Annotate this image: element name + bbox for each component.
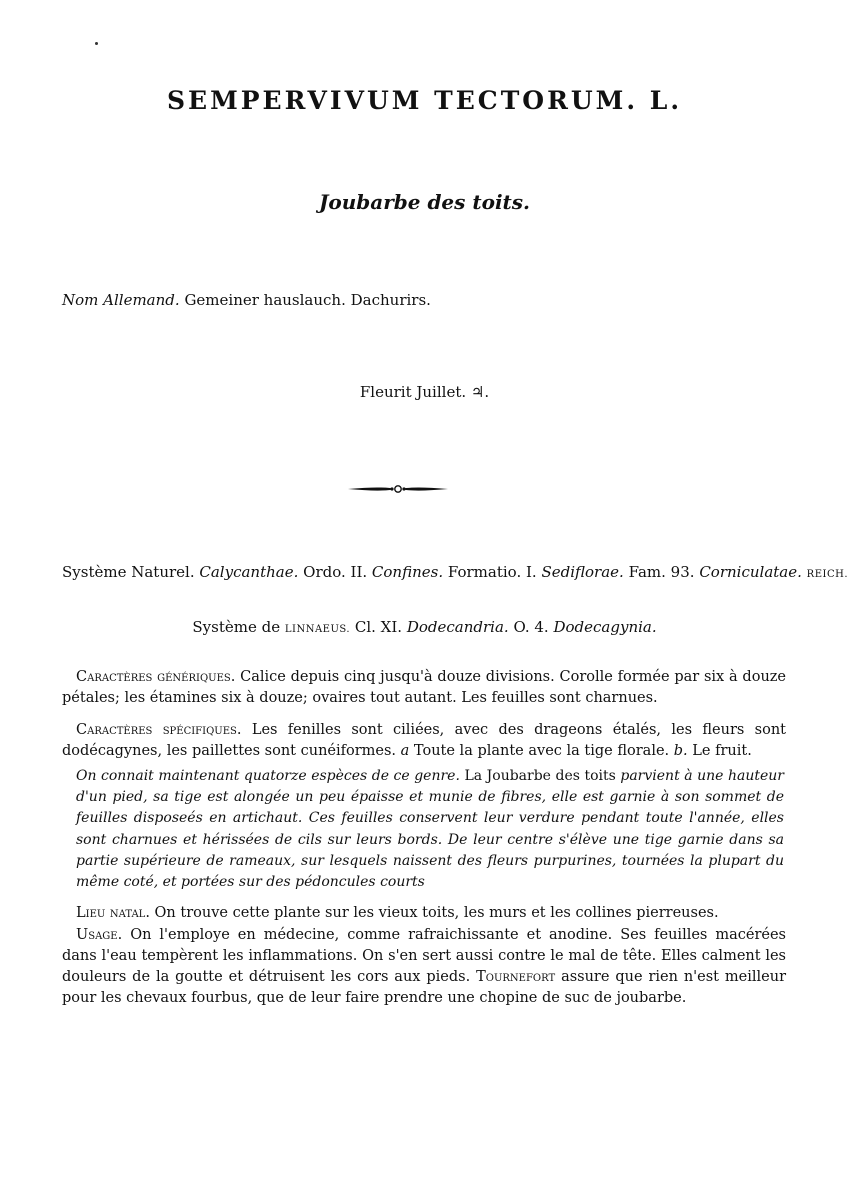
usage-text-2: assure que rien n'est meilleur pour les chevaux fourbus, que de leur faire prendre une chopine de suc de joubarbe. <box>62 969 787 1006</box>
figure-ref-b: b. <box>673 743 688 759</box>
print-speck <box>95 42 98 45</box>
usage-text-1: On l'employe en médecine, comme rafraichissante et anodine. Ses feuilles macérées dans l'eau tempèrent les inflammations. On s'en sert aussi contre le mal de tête. Elles calment les douleurs de la goutte et détruisent les cors aux pieds. <box>62 927 786 985</box>
systeme-naturel-ordo: Ordo. II. <box>303 563 368 581</box>
usage-label: Usage. <box>76 927 123 943</box>
systeme-linnaeus-order-name: Dodecagynia. <box>553 618 657 636</box>
generic-characters-text: Calice depuis cinq jusqu'à douze divisions. Corolle formée par six à douze pétales; les étamines six à douze; ovaires tout autant. Les feuilles sont charnues. <box>62 669 787 706</box>
systeme-linnaeus-class-name: Dodecandria. <box>406 618 509 636</box>
usage-paragraph <box>62 925 786 1009</box>
systeme-naturel-label: Système Naturel. <box>62 563 195 581</box>
specific-characters-paragraph <box>62 720 786 762</box>
species-note-part1: On connait maintenant quatorze espèces de ce genre. <box>76 768 460 784</box>
flowering-time: Fleurit Juillet. ♃. <box>359 383 490 401</box>
specific-characters-text: Les fenilles sont ciliées, avec des drageons étalés, les fleurs sont dodécagynes, les paillettes sont cunéiformes. <box>62 722 787 759</box>
systeme-naturel-formatio: Formatio. I. <box>447 563 537 581</box>
systeme-naturel <box>62 563 848 581</box>
systeme-linnaeus <box>0 618 849 636</box>
usage-author: Tournefort <box>476 969 556 985</box>
native-habitat-paragraph <box>62 903 786 924</box>
german-name-label: Nom Allemand. <box>62 291 180 309</box>
ornamental-rule-icon <box>346 480 450 499</box>
page-title: SEMPERVIVUM TECTORUM. L. <box>166 86 683 115</box>
systeme-linnaeus-order: O. 4. <box>513 618 549 636</box>
systeme-linnaeus-author: LINNAEUS. <box>284 624 351 635</box>
native-habitat-label: Lieu natal. <box>76 905 150 921</box>
figure-ref-b-text: Le fruit. <box>692 743 752 759</box>
german-name <box>62 291 431 309</box>
systeme-naturel-class: Calycanthae. <box>199 563 299 581</box>
native-habitat-text: On trouve cette plante sur les vieux toits, les murs et les collines pierreuses. <box>154 905 719 921</box>
figure-ref-a: a <box>400 743 410 759</box>
species-note-part2: La Joubarbe des toits <box>464 768 616 784</box>
specific-characters-label: Caractères spécifiques. <box>76 722 242 738</box>
systeme-naturel-author: REICH. <box>806 569 849 580</box>
systeme-naturel-fam-name: Corniculatae. <box>699 563 802 581</box>
systeme-naturel-fam: Fam. 93. <box>628 563 695 581</box>
systeme-naturel-formatio-name: Sediflorae. <box>541 563 624 581</box>
systeme-linnaeus-label: Système de <box>192 618 281 636</box>
systeme-naturel-ordo-name: Confines. <box>371 563 444 581</box>
systeme-linnaeus-class: Cl. XI. <box>354 618 403 636</box>
generic-characters-label: Caractères génériques. <box>76 669 236 685</box>
species-note-paragraph <box>76 766 784 893</box>
generic-characters-paragraph <box>62 667 786 709</box>
page-subtitle: Joubarbe des toits. <box>318 190 531 214</box>
german-name-value: Gemeiner hauslauch. Dachurirs. <box>184 291 431 309</box>
species-note-part3: parvient à une hauteur d'un pied, sa tige est alongée un peu épaisse et munie de fibres, elle est garnie à son sommet de feuilles disposeés en artichaut. Ces feuilles conservent leur verdure pendant toute l'année, elles sont charnues et hérissées de cils sur leurs bords. De leur centre s'élève une tige garnie dans sa partie supérieure de rameaux, sur lesquels naissent des fleurs purpurines, tournées la plupart du même coté, et portées sur des pédoncules courts <box>76 768 784 891</box>
figure-ref-a-text: Toute la plante avec la tige florale. <box>413 743 670 759</box>
